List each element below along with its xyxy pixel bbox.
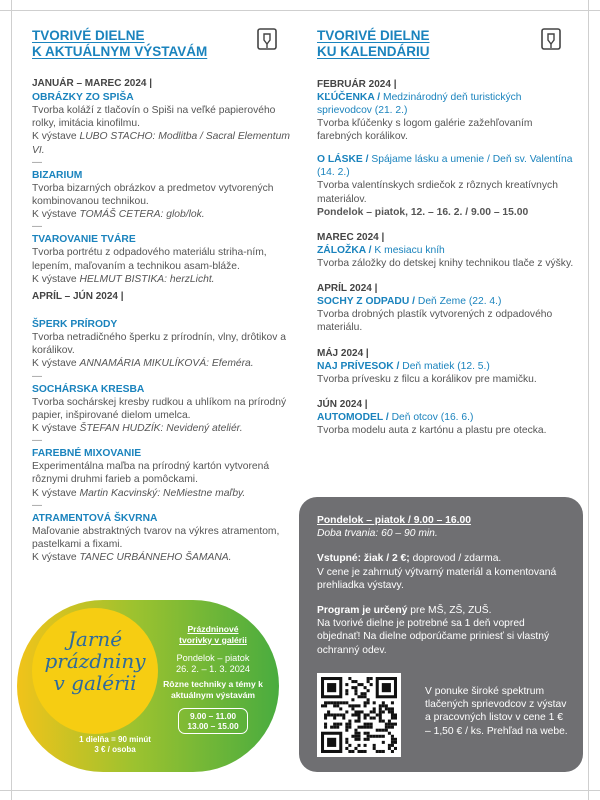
- workshop-description: [32, 525, 294, 565]
- workshop-occasion: K mesiacu kníh: [371, 245, 445, 257]
- workshop-description: Tvorba valentínskych srdiečok z rôznych kreatívnych materiálov.: [317, 180, 558, 205]
- frame-top: [0, 10, 600, 11]
- opening-hours: Pondelok – piatok / 9.00 – 16.00: [317, 515, 471, 526]
- workshop-text: Tvorba bizarných obrázkov a predmetov vytvorených kombinovanou technikou.: [32, 182, 274, 208]
- frame-right: [588, 0, 589, 800]
- workshop-title: [317, 153, 579, 179]
- separator: —: [32, 499, 42, 511]
- workshop-title: ATRAMENTOVÁ ŠKVRNA: [32, 512, 158, 524]
- frame-bottom: [0, 790, 600, 791]
- workshop-title: [317, 244, 579, 257]
- exhibition-prefix: K výstave: [32, 487, 80, 499]
- calendar-workshop: [317, 153, 579, 219]
- exhibition-name: ANNAMÁRIA MIKULÍKOVÁ: Efeméra.: [79, 358, 254, 370]
- workshop-name: KĽÚČENKA /: [317, 92, 381, 103]
- exhibition-name: LUBO STACHO: Modlitba / Sacral Elementum VI.: [32, 131, 290, 156]
- exhibition-name: Martin Kacvinský: NeMiestne maľby.: [79, 487, 246, 499]
- exhibition-prefix: K výstave: [32, 423, 80, 435]
- workshop-title: [317, 91, 579, 117]
- workshop-item: [32, 383, 294, 436]
- workshop-description: [32, 182, 294, 222]
- calendar-workshop: [317, 347, 579, 386]
- workshop-name: AUTOMODEL /: [317, 411, 389, 423]
- workshop-occasion: Spájame lásku a umenie / Deň sv. Valentína (14. 2.): [317, 154, 573, 179]
- period-label: APRÍL – JÚN 2024 |: [32, 291, 124, 303]
- workshop-occasion: Deň matiek (12. 5.): [399, 360, 490, 372]
- workshop-description: Tvorba drobných plastík vytvorených z odpadového materiálu.: [317, 309, 553, 334]
- promo-price: 1 dielňa = 90 minút 3 € / osoba: [79, 735, 151, 754]
- period-label: MÁJ 2024 |: [317, 347, 369, 359]
- workshop-title: TVAROVANIE TVÁRE: [32, 234, 136, 246]
- exhibition-prefix: K výstave: [32, 209, 80, 221]
- exhibition-name: HELMUT BISTIKA: herzLicht.: [79, 273, 215, 285]
- period-label: JANUÁR – MAREC 2024 |: [32, 78, 153, 89]
- workshop-item: [32, 447, 294, 500]
- left-title-line2: K AKTUÁLNYM VÝSTAVÁM: [32, 44, 208, 59]
- workshop-text: Tvorba portrétu z odpadového materiálu striha-ním, lepením, maľovaním a technikou asam-bláže.: [32, 247, 267, 272]
- workshop-item: [32, 512, 294, 565]
- exhibition-name: TOMÁŠ CETERA: glob/lok.: [79, 209, 205, 221]
- workshop-title: [317, 411, 579, 424]
- workshop-occasion: Medzinárodný deň turistických sprievodcov (21. 2.): [317, 92, 522, 116]
- qr-description: V ponuke široké spektrum tlačených sprievodcov z výstav a pracovných listov v cene 1 € – 1,50 € / ks. Prehľad na webe.: [425, 686, 568, 737]
- workshop-description: Tvorba kľúčenky s logom galérie zažehľovaním farebných korálikov.: [317, 118, 533, 143]
- promo-times: 9.00 – 11.00 13.00 – 15.00: [178, 708, 247, 734]
- workshop-description: [32, 460, 294, 500]
- info-box: [299, 497, 583, 772]
- left-column: [32, 28, 294, 564]
- exhibition-prefix: K výstave: [32, 552, 80, 564]
- right-title-line1: TVORIVÉ DIELNE: [317, 28, 430, 43]
- workshop-time: Pondelok – piatok, 12. – 16. 2. / 9.00 – 15.00: [317, 206, 529, 218]
- calendar-workshop: [317, 282, 579, 334]
- exhibition-prefix: K výstave: [32, 358, 80, 370]
- calendar-workshop: [317, 231, 579, 270]
- exhibition-prefix: K výstave: [32, 131, 80, 143]
- separator: —: [32, 156, 42, 168]
- period-label: APRÍL 2024 |: [317, 283, 378, 295]
- workshop-title: ŠPERK PRÍRODY: [32, 319, 118, 331]
- promo-title: Jarné prázdniny v galérii: [44, 627, 146, 695]
- duration: Doba trvania: 60 – 90 min.: [317, 528, 438, 540]
- calendar-workshop: [317, 78, 579, 143]
- workshop-occasion: Deň otcov (16. 6.): [388, 411, 474, 423]
- left-title-line1: TVORIVÉ DIELNE: [32, 28, 145, 43]
- workshop-title: SOCHÁRSKA KRESBA: [32, 383, 145, 395]
- workshop-item: [32, 169, 294, 222]
- workshop-name: SOCHY Z ODPADU /: [317, 296, 416, 308]
- workshop-name: ZÁLOŽKA /: [317, 245, 372, 257]
- workshop-description: [32, 104, 294, 157]
- workshop-title: BIZARIUM: [32, 169, 83, 181]
- right-column: [317, 28, 579, 449]
- program-note: Na tvorivé dielne je potrebné sa 1 deň vopred objednať! Na dielne odporúčame priniesť si vlastný ochranný odev.: [317, 618, 550, 656]
- program-target: Program je určený pre MŠ, ZŠ, ZUŠ.: [317, 605, 492, 617]
- qr-code-icon[interactable]: [317, 673, 401, 757]
- workshop-description: [32, 396, 294, 436]
- workshop-title: [317, 295, 579, 308]
- workshop-title: [317, 360, 579, 373]
- separator: —: [32, 370, 42, 382]
- exhibition-name: TANEC URBÁNNEHO ŠAMANA.: [79, 552, 232, 564]
- entry-fee: Vstupné: žiak / 2 €; doprovod / zdarma.: [317, 553, 502, 565]
- workshop-text: Experimentálna maľba na prírodný kartón vytvorená rôznymi druhmi farieb a pomôckami.: [32, 461, 270, 486]
- workshop-title: OBRÁZKY ZO SPIŠA: [32, 92, 134, 103]
- workshop-text: Maľovanie abstraktných tvarov na výkres atramentom, pastelkami a fixami.: [32, 525, 280, 551]
- period-label: MAREC 2024 |: [317, 232, 385, 244]
- workshop-text: Tvorba sochárskej kresby rudkou a uhlíkom na prírodný papier, inšpirované dielom umelca.: [32, 396, 287, 421]
- entry-note: V cene je zahrnutý výtvarný materiál a komentovaná prehliadka výstavy.: [317, 566, 557, 591]
- promo-details: Prázdninové tvorivky v galérii Pondelok – piatok 26. 2. – 1. 3. 2024 Rôzne techniky a témy k aktuálnym výstavám 9.00 – 11.00 13.00 – 15.00: [154, 624, 272, 734]
- workshop-title: FAREBNÉ MIXOVANIE: [32, 448, 142, 460]
- workshop-name: O LÁSKE /: [317, 154, 369, 166]
- workshop-text: Tvorba koláží z tlačovín o Spiši na veľké papierového rolky, imitácia kinofilmu.: [32, 105, 276, 130]
- exhibition-name: ŠTEFAN HUDZÍK: Nevidený ateliér.: [79, 423, 243, 435]
- separator: —: [32, 435, 42, 447]
- workshop-description: [32, 331, 294, 371]
- right-title-line2: KU KALENDÁRIU: [317, 44, 430, 59]
- workshop-text: Tvorba netradičného šperku z prírodnín, vlny, drôtikov a korálikov.: [32, 332, 286, 357]
- workshop-item: [32, 233, 294, 286]
- period-label: JÚN 2024 |: [317, 398, 368, 410]
- workshop-description: [32, 246, 294, 286]
- frame-left: [11, 0, 12, 800]
- workshop-description: Tvorba záložky do detskej knihy technikou tlače z výšky.: [317, 258, 574, 270]
- separator: —: [32, 221, 42, 233]
- workshop-item: [32, 318, 294, 371]
- period-label: FEBRUÁR 2024 |: [317, 79, 397, 90]
- workshop-name: NAJ PRÍVESOK /: [317, 360, 400, 372]
- calendar-workshop: [317, 398, 579, 437]
- exhibition-prefix: K výstave: [32, 273, 80, 285]
- workshop-description: Tvorba modelu auta z kartónu a plastu pre otecka.: [317, 424, 547, 436]
- workshop-occasion: Deň Zeme (22. 4.): [415, 296, 502, 308]
- workshop-item: [32, 91, 294, 157]
- workshop-description: Tvorba prívesku z filcu a korálikov pre mamičku.: [317, 373, 537, 385]
